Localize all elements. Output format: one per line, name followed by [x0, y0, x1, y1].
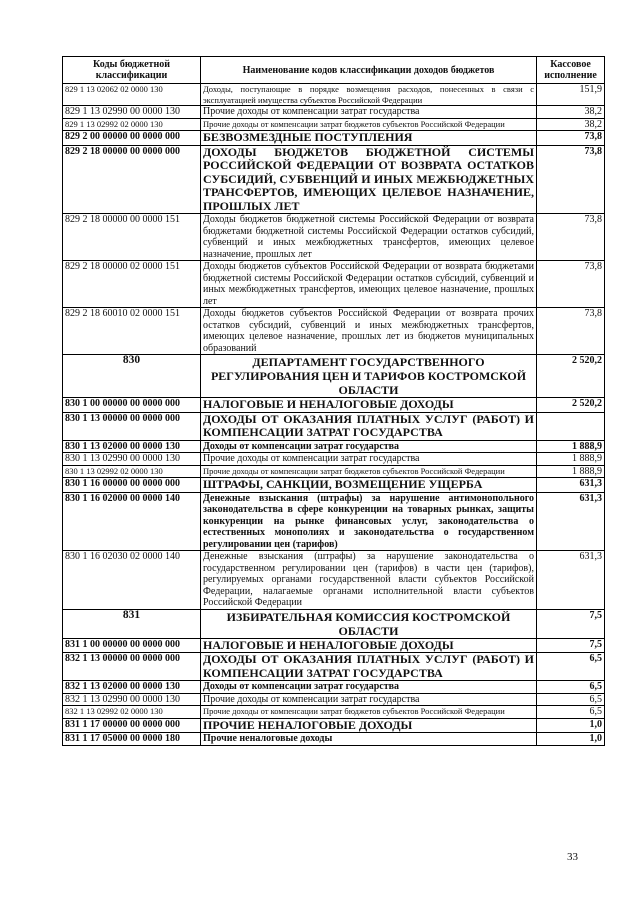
row-amount: 1,0 [537, 718, 605, 733]
row-code: 832 1 13 02990 00 0000 130 [63, 693, 201, 706]
row-name: Прочие доходы от компенсации затрат государства [201, 693, 537, 706]
row-name: Денежные взыскания (штрафы) за нарушение законодательства о государственном регулировании цен (тарифов) в части цен (тарифов), регулируемых органами государственной власти субъектов Российской Федерации, налагаемые органами исполнительной власти субъектов Российской Федерации [201, 551, 537, 610]
row-amount: 1 888,9 [537, 453, 605, 466]
budget-revenue-table [62, 56, 605, 746]
row-code: 829 2 18 00000 02 0000 151 [63, 261, 201, 308]
table-row [63, 492, 605, 551]
table-row [63, 478, 605, 493]
row-code: 830 1 13 02990 00 0000 130 [63, 453, 201, 466]
row-amount: 6,5 [537, 693, 605, 706]
row-code: 830 [63, 355, 201, 398]
table-row [63, 261, 605, 308]
row-amount: 631,3 [537, 478, 605, 493]
table-row [63, 118, 605, 131]
row-code: 832 1 13 02992 02 0000 130 [63, 706, 201, 719]
table-body [63, 84, 605, 746]
table-row [63, 638, 605, 653]
row-amount: 73,8 [537, 131, 605, 146]
row-amount: 73,8 [537, 145, 605, 214]
row-name: Прочие доходы от компенсации затрат бюджетов субъектов Российской Федерации [201, 706, 537, 719]
row-amount: 6,5 [537, 706, 605, 719]
table-row [63, 653, 605, 681]
table-row [63, 440, 605, 453]
table-row [63, 214, 605, 261]
row-code: 830 1 16 02030 02 0000 140 [63, 551, 201, 610]
table-row [63, 551, 605, 610]
table-row [63, 308, 605, 355]
row-code: 829 2 00 00000 00 0000 000 [63, 131, 201, 146]
header-name: Наименование кодов классификации доходов бюджетов [201, 57, 537, 84]
table-row [63, 693, 605, 706]
row-code: 830 1 00 00000 00 0000 000 [63, 398, 201, 413]
table-row [63, 706, 605, 719]
row-amount: 73,8 [537, 214, 605, 261]
row-code: 831 1 17 05000 00 0000 180 [63, 733, 201, 746]
row-name: НАЛОГОВЫЕ И НЕНАЛОГОВЫЕ ДОХОДЫ [201, 638, 537, 653]
row-amount: 38,2 [537, 118, 605, 131]
row-code: 830 1 13 00000 00 0000 000 [63, 412, 201, 440]
row-amount: 7,5 [537, 609, 605, 638]
row-amount [537, 412, 605, 440]
row-amount: 631,3 [537, 551, 605, 610]
row-name: Доходы от компенсации затрат государства [201, 440, 537, 453]
table-row [63, 465, 605, 478]
table-row [63, 733, 605, 746]
row-code: 829 2 18 00000 00 0000 000 [63, 145, 201, 214]
row-code: 829 2 18 60010 02 0000 151 [63, 308, 201, 355]
row-name: ШТРАФЫ, САНКЦИИ, ВОЗМЕЩЕНИЕ УЩЕРБА [201, 478, 537, 493]
row-code: 829 1 13 02992 02 0000 130 [63, 118, 201, 131]
row-code: 831 [63, 609, 201, 638]
row-code: 832 1 13 02000 00 0000 130 [63, 681, 201, 694]
table-row [63, 681, 605, 694]
row-name: ИЗБИРАТЕЛЬНАЯ КОМИССИЯ КОСТРОМСКОЙ ОБЛАСТИ [201, 609, 537, 638]
row-amount: 6,5 [537, 653, 605, 681]
table-row [63, 355, 605, 398]
row-amount: 1,0 [537, 733, 605, 746]
row-code: 832 1 13 00000 00 0000 000 [63, 653, 201, 681]
row-name: Прочие неналоговые доходы [201, 733, 537, 746]
table-row [63, 106, 605, 119]
row-name: Доходы, поступающие в порядке возмещения расходов, понесенных в связи с эксплуатацией имущества субъектов Российской Федерации [201, 84, 537, 106]
row-code: 831 1 00 00000 00 0000 000 [63, 638, 201, 653]
row-name: Доходы бюджетов субъектов Российской Федерации от возврата бюджетами бюджетной системы Российской Федерации остатков субсидий, субвенций и иных межбюджетных трансфертов, имеющих целевое назначение, прошлых лет [201, 261, 537, 308]
table-row [63, 412, 605, 440]
table-row [63, 145, 605, 214]
row-name: Доходы бюджетов бюджетной системы Российской Федерации от возврата бюджетами бюджетной системы Российской Федерации остатков субсидий, субвенций и иных межбюджетных трансфертов, имеющих целевое назначение, прошлых лет [201, 214, 537, 261]
row-name: ДОХОДЫ БЮДЖЕТОВ БЮДЖЕТНОЙ СИСТЕМЫ РОССИЙСКОЙ ФЕДЕРАЦИИ ОТ ВОЗВРАТА ОСТАТКОВ СУБСИДИЙ, СУБВЕНЦИЙ И ИНЫХ МЕЖБЮДЖЕТНЫХ ТРАНСФЕРТОВ, ИМЕЮЩИХ ЦЕЛЕВОЕ НАЗНАЧЕНИЕ, ПРОШЛЫХ ЛЕТ [201, 145, 537, 214]
row-amount: 2 520,2 [537, 398, 605, 413]
table-row [63, 718, 605, 733]
row-name: Прочие доходы от компенсации затрат бюджетов субъектов Российской Федерации [201, 465, 537, 478]
row-code: 829 1 13 02990 00 0000 130 [63, 106, 201, 119]
row-name: ПРОЧИЕ НЕНАЛОГОВЫЕ ДОХОДЫ [201, 718, 537, 733]
row-code: 829 2 18 00000 00 0000 151 [63, 214, 201, 261]
row-amount: 1 888,9 [537, 440, 605, 453]
table-row [63, 609, 605, 638]
row-name: Доходы от компенсации затрат государства [201, 681, 537, 694]
row-name: Денежные взыскания (штрафы) за нарушение антимонопольного законодательства в сфере конкуренции на товарных рынках, защиты конкуренции на рынке финансовых услуг, законодательства о естественных монополиях и законодательства о государственном регулировании цен (тарифов) [201, 492, 537, 551]
table-row [63, 398, 605, 413]
table-header-row [63, 57, 605, 84]
row-amount: 631,3 [537, 492, 605, 551]
row-amount: 73,8 [537, 308, 605, 355]
row-name: Прочие доходы от компенсации затрат государства [201, 106, 537, 119]
row-name: ДЕПАРТАМЕНТ ГОСУДАРСТВЕННОГО РЕГУЛИРОВАНИЯ ЦЕН И ТАРИФОВ КОСТРОМСКОЙ ОБЛАСТИ [201, 355, 537, 398]
row-code: 830 1 16 02000 00 0000 140 [63, 492, 201, 551]
row-name: ДОХОДЫ ОТ ОКАЗАНИЯ ПЛАТНЫХ УСЛУГ (РАБОТ) И КОМПЕНСАЦИИ ЗАТРАТ ГОСУДАРСТВА [201, 412, 537, 440]
table-row [63, 84, 605, 106]
row-amount: 151,9 [537, 84, 605, 106]
row-code: 830 1 13 02992 02 0000 130 [63, 465, 201, 478]
row-name: БЕЗВОЗМЕЗДНЫЕ ПОСТУПЛЕНИЯ [201, 131, 537, 146]
row-code: 831 1 17 00000 00 0000 000 [63, 718, 201, 733]
row-amount: 2 520,2 [537, 355, 605, 398]
page-number: 33 [567, 851, 578, 863]
row-amount: 73,8 [537, 261, 605, 308]
row-code: 829 1 13 02062 02 0000 130 [63, 84, 201, 106]
row-name: Доходы бюджетов субъектов Российской Федерации от возврата прочих остатков субсидий, субвенций и иных межбюджетных трансфертов, имеющих целевое назначение, прошлых лет из бюджетов муниципальных образований [201, 308, 537, 355]
row-name: Прочие доходы от компенсации затрат государства [201, 453, 537, 466]
row-code: 830 1 16 00000 00 0000 000 [63, 478, 201, 493]
header-amount: Кассовое исполнение [537, 57, 605, 84]
row-amount: 1 888,9 [537, 465, 605, 478]
row-code: 830 1 13 02000 00 0000 130 [63, 440, 201, 453]
table-row [63, 453, 605, 466]
header-codes: Коды бюджетной классификации [63, 57, 201, 84]
row-amount: 6,5 [537, 681, 605, 694]
row-name: ДОХОДЫ ОТ ОКАЗАНИЯ ПЛАТНЫХ УСЛУГ (РАБОТ) И КОМПЕНСАЦИИ ЗАТРАТ ГОСУДАРСТВА [201, 653, 537, 681]
table-row [63, 131, 605, 146]
row-amount: 7,5 [537, 638, 605, 653]
row-name: НАЛОГОВЫЕ И НЕНАЛОГОВЫЕ ДОХОДЫ [201, 398, 537, 413]
row-name: Прочие доходы от компенсации затрат бюджетов субъектов Российской Федерации [201, 118, 537, 131]
row-amount: 38,2 [537, 106, 605, 119]
